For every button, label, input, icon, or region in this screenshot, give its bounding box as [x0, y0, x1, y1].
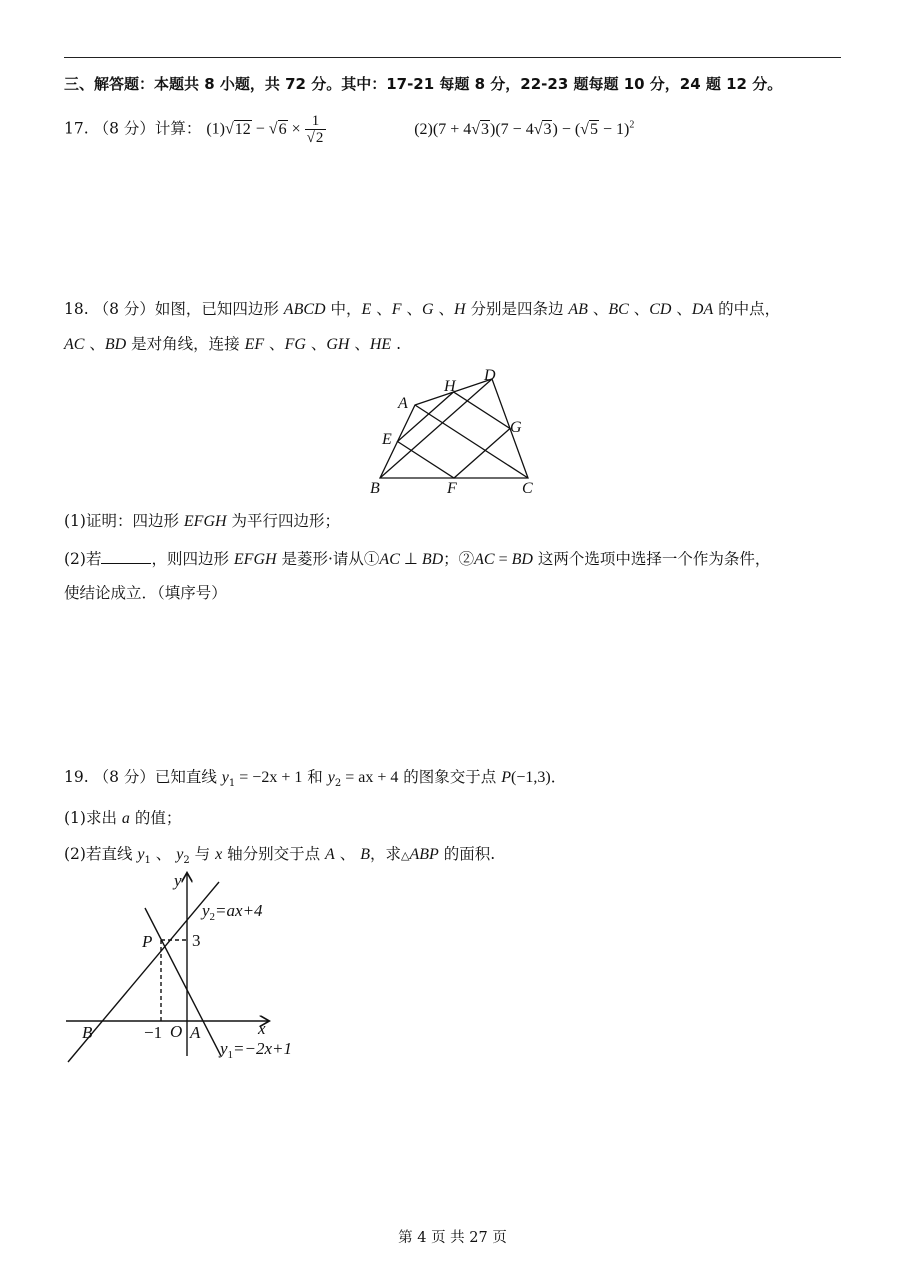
answer-blank[interactable] — [101, 548, 151, 564]
label-B: B — [370, 480, 380, 497]
q19-graph-figure — [60, 866, 310, 1066]
label-y-axis: y — [174, 871, 182, 890]
label-F: F — [447, 480, 457, 497]
label-D: D — [484, 367, 496, 384]
label-x-axis: x — [258, 1019, 266, 1038]
q18-line2: AC 、BD 是对角线，连接 EF 、FG 、GH 、HE . — [64, 335, 402, 353]
diagonal-ac — [415, 405, 528, 478]
q19-part2: (2)若直线 $y_1$ 、 $y_2$ 与 x 轴分别交于点 A 、 B，求△ABP 的面积. — [64, 845, 496, 867]
q17-part2: $(2)(7 + 4√3)(7 - 4√3) - (√5 - 1)^2$ — [414, 119, 635, 138]
label-B: B — [82, 1023, 93, 1042]
q17-radicand-12: 12 — [234, 120, 251, 138]
q18-quadrilateral-figure — [360, 362, 550, 500]
label-y1-equation: $y_1=-2x+1$ — [220, 1039, 293, 1061]
diagonal-bd — [380, 379, 492, 478]
q19-line1: 19. （8 分）已知直线 $y_1 = -2x + 1$ 和 $y_2$ = ax + 4 的图象交于点 P(−1,3)． — [64, 768, 567, 790]
q19-part1: (1)求出 a 的值； — [64, 809, 182, 827]
q18-line1: 18. （8 分）如图，已知四边形 ABCD 中，E 、F 、G 、H 分别是四条边 AB 、BC 、CD 、DA 的中点， — [64, 300, 781, 318]
label-A: A — [190, 1023, 201, 1042]
top-rule — [64, 57, 841, 58]
section-heading: 三、解答题：本题共 8 小题，共 72 分。其中：17-21 每题 8 分，22-23 题每题 10 分，24 题 12 分。 — [64, 75, 783, 93]
label-C: C — [522, 480, 533, 497]
q17-score: （8 分）计算： — [93, 119, 202, 138]
label-y2-equation: $y_2=ax+4$ — [202, 901, 263, 923]
q17-radicand-6: 6 — [278, 120, 287, 138]
label-H: H — [444, 378, 456, 395]
label-G: G — [510, 419, 522, 436]
question-17: 17. （8 分）计算： (1)√12 − √6 × $\frac{1}{√2}$ $(2)(7 + 4√3)(7 - 4√3) - (√5 - 1)^2$ — [64, 113, 635, 146]
label-3: 3 — [192, 931, 201, 950]
label-O: O — [170, 1022, 183, 1041]
q17-fraction: $\frac{1}{√2}$ — [305, 113, 327, 146]
label-A: A — [398, 395, 408, 412]
label-neg1: −1 — [144, 1023, 163, 1042]
q18-part1: (1)证明：四边形 EFGH 为平行四边形； — [64, 512, 340, 530]
q17-part1-label: (1) — [206, 120, 225, 138]
label-E: E — [382, 431, 392, 448]
q18-part2-cont: 使结论成立．（填序号） — [64, 584, 227, 602]
q18-part2: (2)若 ，则四边形 EFGH 是菱形·请从①AC ⊥ BD；②AC = BD 这两个选项中选择一个作为条件， — [64, 550, 771, 568]
page-footer: 第 4 页 共 27 页 — [398, 1230, 507, 1246]
q17-number: 17. — [64, 119, 89, 138]
label-P: P — [142, 932, 153, 951]
